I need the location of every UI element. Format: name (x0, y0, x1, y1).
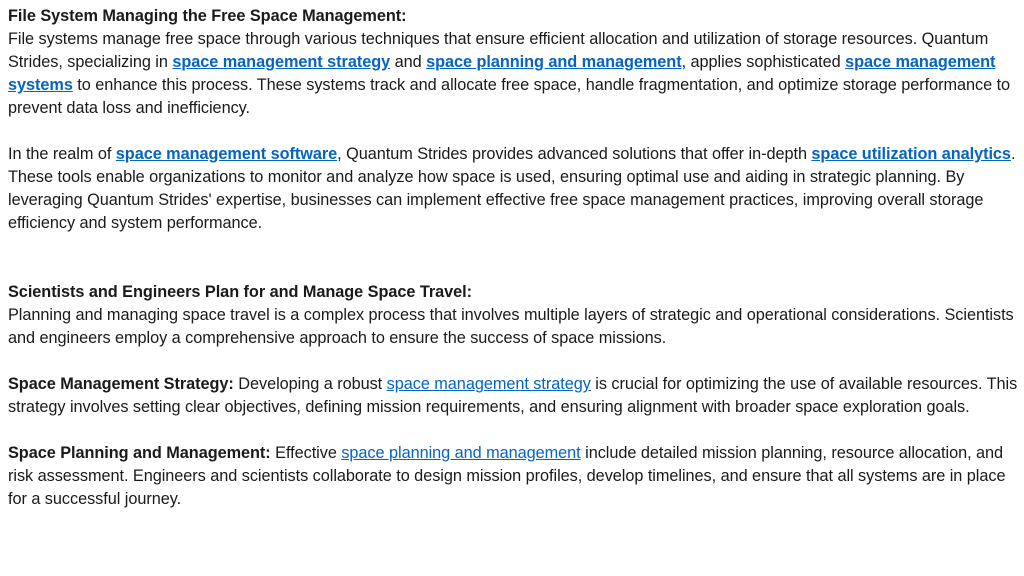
paragraph-text: . These tools enable organizations to monitor and analyze how space is used, ensuring optimal use and aiding in strategic planning. By leveraging Quantum Strides' expertise, businesses can implement effective free space management practices, improving overall storage efficiency and system performance. (8, 145, 1016, 232)
link-space-management-strategy-2[interactable]: space management strategy (386, 375, 591, 393)
link-space-planning-and-management[interactable]: space planning and management (426, 53, 682, 71)
document-page (8, 5, 1018, 511)
paragraph-text: In the realm of (8, 145, 116, 163)
link-space-management-strategy[interactable]: space management strategy (172, 53, 391, 71)
paragraph-text: , applies sophisticated (681, 53, 846, 71)
section-heading-file-system: File System Managing the Free Space Management: (8, 7, 407, 25)
paragraph-text: include detailed mission planning, resource allocation, and risk assessment. Engineers and scientists collaborate to design mission profiles, develop timelines, and ensure that all systems are in place for a successful journey. (8, 444, 1006, 508)
planning-label: Space Planning and Management: (8, 444, 271, 462)
paragraph-spacer (8, 350, 1018, 373)
link-space-planning-and-management-2[interactable]: space planning and management (341, 444, 581, 462)
paragraph-space-management-software (8, 143, 1018, 235)
paragraph-text: and (390, 53, 427, 71)
paragraph-file-system-intro (8, 28, 1018, 120)
link-space-utilization-analytics[interactable]: space utilization analytics (811, 145, 1011, 163)
paragraph-spacer (8, 120, 1018, 143)
paragraph-space-travel-intro: Planning and managing space travel is a complex process that involves multiple layers of strategic and operational considerations. Scientists and engineers employ a comprehensive approach to ensure the success of space missions. (8, 306, 1014, 347)
strategy-label: Space Management Strategy: (8, 375, 234, 393)
section-heading-space-travel: Scientists and Engineers Plan for and Manage Space Travel: (8, 283, 472, 301)
paragraph-text: Effective (270, 444, 342, 462)
paragraph-text: File systems manage free space through various techniques that ensure efficient allocation and utilization of storage resources. Quantum Strides, specializing in (8, 30, 989, 71)
paragraph-text: is crucial for optimizing the use of available resources. This strategy involves setting clear objectives, defining mission requirements, and ensuring alignment with broader space exploration goals. (8, 375, 1018, 416)
paragraph-text: , Quantum Strides provides advanced solutions that offer in-depth (337, 145, 812, 163)
paragraph-space-planning-and-management (8, 442, 1018, 511)
link-space-management-systems[interactable]: space management systems (8, 53, 996, 94)
paragraph-text: Developing a robust (233, 375, 387, 393)
section-spacer (8, 235, 1018, 281)
paragraph-spacer (8, 419, 1018, 442)
link-space-management-software[interactable]: space management software (115, 145, 338, 163)
paragraph-text: to enhance this process. These systems track and allocate free space, handle fragmentation, and optimize storage performance to prevent data loss and inefficiency. (8, 76, 1011, 117)
paragraph-space-management-strategy (8, 373, 1018, 419)
